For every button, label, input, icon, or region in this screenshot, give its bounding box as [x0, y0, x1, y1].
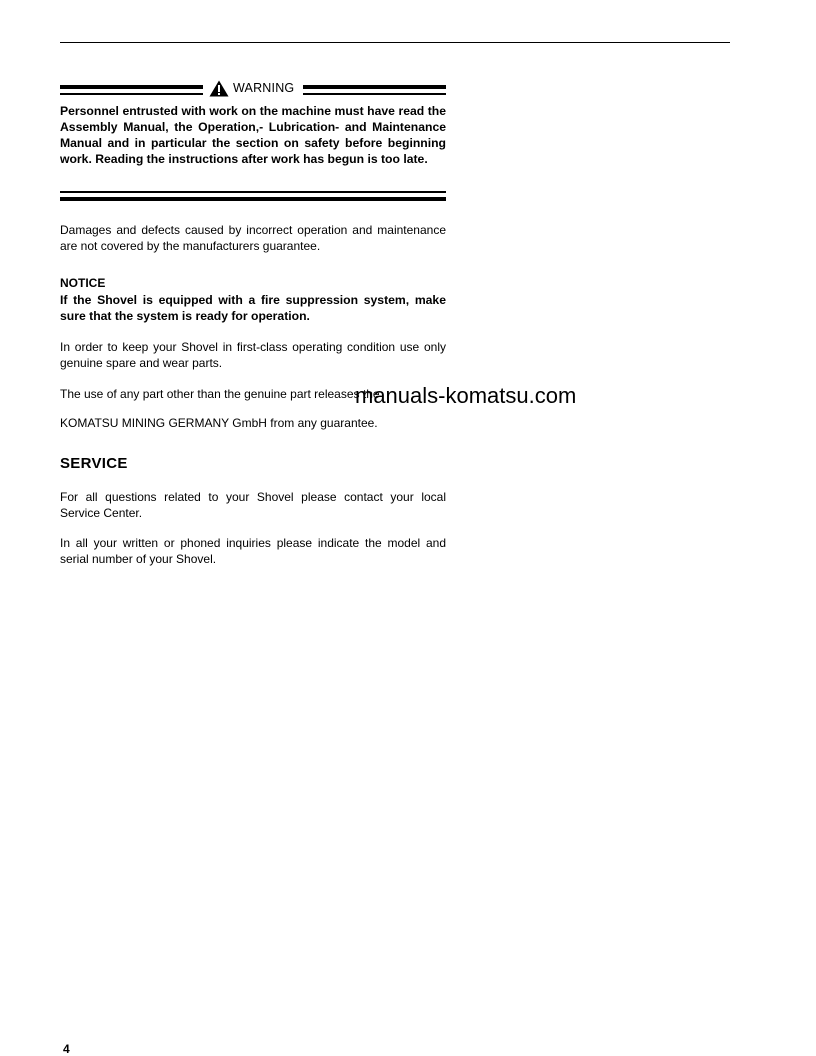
service-title: SERVICE	[60, 455, 128, 472]
warning-body: Personnel entrusted with work on the machine must have read the Assembly Manual, the Operation,- Lubrication- and Maintenance Manual and in particular the section on safety before beginning work. Reading the instructions after work has begun is too late.	[60, 104, 446, 166]
warning-label	[209, 79, 299, 97]
service-contact-paragraph: For all questions related to your Shovel please contact your local Service Center.	[60, 490, 446, 520]
warning-bar-right	[303, 85, 446, 95]
header-rule	[60, 42, 730, 43]
warning-footer-rule	[60, 191, 446, 202]
watermark: manuals-komatsu.com	[355, 383, 577, 408]
warning-header	[60, 79, 446, 97]
genuine-parts-paragraph: In order to keep your Shovel in first-class operating condition use only genuine spare and wear parts.	[60, 340, 446, 370]
notice-body: If the Shovel is equipped with a fire suppression system, make sure that the system is ready for operation.	[60, 293, 446, 323]
notice-title: NOTICE	[60, 276, 106, 290]
warning-bar-left	[60, 85, 203, 95]
komatsu-paragraph: KOMATSU MINING GERMANY GmbH from any guarantee.	[60, 416, 378, 430]
damages-paragraph: Damages and defects caused by incorrect operation and maintenance are not covered by the manufacturers guarantee.	[60, 223, 446, 253]
page-number: 4	[63, 1042, 70, 1056]
other-parts-paragraph: The use of any part other than the genuine part releases the	[60, 387, 380, 401]
warning-title: WARNING	[233, 81, 295, 95]
warning-triangle-icon	[209, 80, 229, 97]
service-inquiries-paragraph: In all your written or phoned inquiries please indicate the model and serial number of your Shovel.	[60, 536, 446, 566]
